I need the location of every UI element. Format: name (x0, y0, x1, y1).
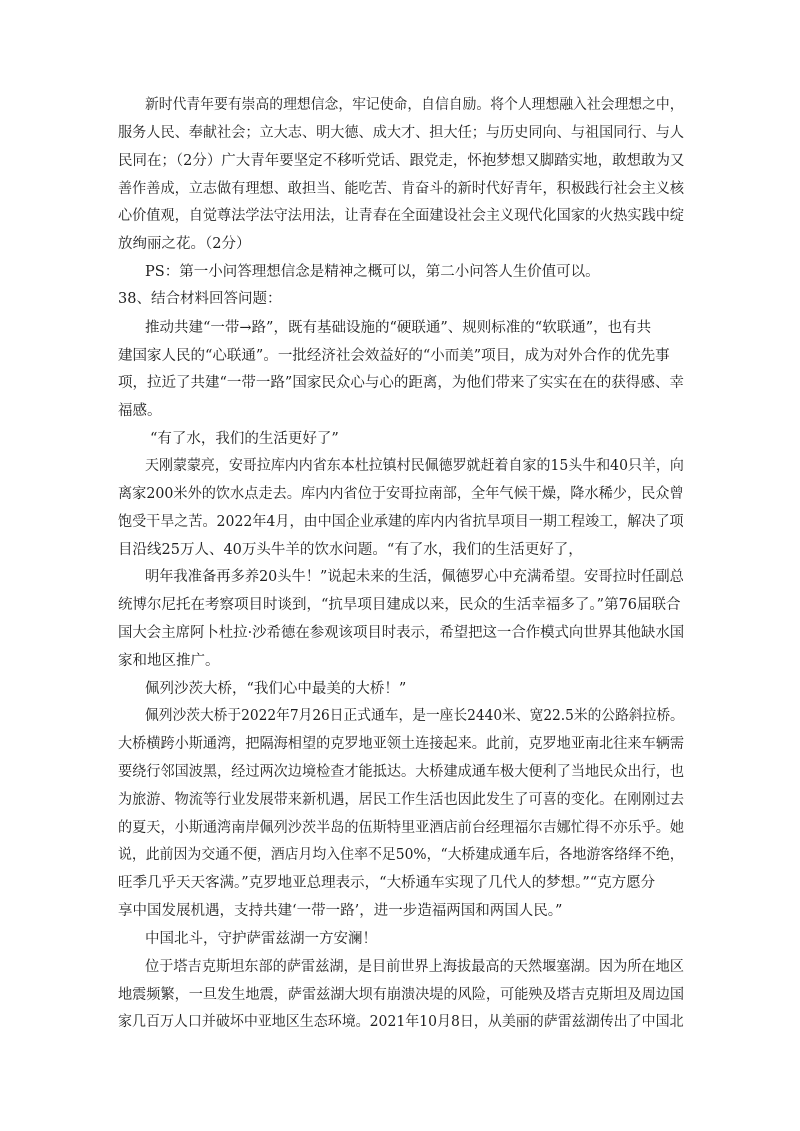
story-2-title: 佩列沙茨大桥，“我们心中最美的大桥！” (145, 681, 407, 697)
answer-line-5: 心价值观，自觉尊法学法守法用法，让青春在全面建设社会主义现代化国家的火热实践中绽 (118, 208, 685, 224)
story-1-line-7: 国大会主席阿卜杜拉·沙希德在参观该项目时表示，希望把这一合作模式向世界其他缺水国 (118, 625, 685, 641)
intro-line-2: 建国家人民的“心联通”。一批经济社会效益好的“小而美”项目，成为对外合作的优先事 (118, 348, 670, 364)
story-2-line-2: 大桥横跨小斯通湾，把隔海相望的克罗地亚领土连接起来。此前，克罗地亚南北往来车辆需 (118, 736, 685, 752)
story-3-line-2: 地震频繁，一旦发生地震，萨雷兹湖大坝有崩溃决堤的风险，可能殃及塔吉克斯坦及周边国 (118, 987, 685, 1003)
story-3-line-1: 位于塔吉克斯坦东部的萨雷兹湖，是目前世界上海拔最高的天然堰塞湖。因为所在地区 (145, 959, 684, 975)
story-2-line-5: 的夏天，小斯通湾南岸佩列沙茨半岛的伍斯特里亚酒店前台经理福尔吉娜忙得不亦乐乎。她 (118, 820, 685, 836)
story-2-line-1: 佩列沙茨大桥于2022年7月26日正式通车，是一座长2440米、宽22.5米的公路斜拉桥。 (145, 708, 684, 724)
story-1-line-4: 目沿线25万人、40万头牛羊的饮水问题。“有了水，我们的生活更好了， (118, 542, 583, 558)
intro-line-3: 项，拉近了共建“一带一路”国家民众心与心的距离，为他们带来了实实在在的获得感、幸 (118, 375, 684, 391)
story-1-line-8: 家和地区推广。 (118, 653, 220, 669)
intro-line-1: 推动共建“一带→路”，既有基础设施的“硬联通”、规则标准的“软联通”，也有共 (145, 320, 652, 336)
story-1-line-6: 统博尔尼托在考察项目时谈到，“抗旱项目建成以来，民众的生活幸福多了。”第76届联合 (118, 597, 681, 613)
answer-line-3: 民同在；（2分）广大青年要坚定不移听党话、跟党走，怀抱梦想又脚踏实地，敢想敢为又 (118, 153, 685, 169)
intro-line-4: 福感。 (118, 403, 162, 419)
story-2-line-6: 说，此前因为交通不便，酒店月均入住率不足50%，“大桥建成通车后，各地游客络绎不绝， (118, 847, 684, 863)
answer-line-1: 新时代青年要有崇高的理想信念，牢记使命，自信自励。将个人理想融入社会理想之中， (145, 97, 684, 113)
story-1-line-2: 离家200米外的饮水点走去。库内内省位于安哥拉南部，全年气候干燥，降水稀少，民众曾 (118, 486, 684, 502)
story-2-line-4: 为旅游、物流等行业发展带来新机遇，居民工作生活也因此发生了可喜的变化。在刚刚过去 (118, 792, 685, 808)
story-2-line-8: 享中国发展机遇，支持共建‘一带一路’，进一步造福两国和两国人民。” (118, 903, 563, 919)
ps-note: PS：第一小问答理想信念是精神之概可以，第二小问答人生价值可以。 (145, 264, 600, 280)
story-3-line-3: 家几百万人口并破坏中亚地区生态环境。2021年10月8日，从美丽的萨雷兹湖传出了中国北 (118, 1014, 684, 1030)
story-1-line-3: 饱受干旱之苦。2022年4月，由中国企业承建的库内内省抗旱项目一期工程竣工，解决了项 (118, 514, 684, 530)
question-38-heading: 38、结合材料回答问题： (118, 291, 282, 307)
story-1-line-5: 明年我准备再多养20头牛！”说起未来的生活，佩德罗心中充满希望。安哥拉时任副总 (145, 569, 684, 585)
story-2-line-3: 要绕行邻国波黑，经过两次边境检查才能抵达。大桥建成通车极大便利了当地民众出行，也 (118, 764, 685, 780)
story-1-title: “有了水，我们的生活更好了” (150, 431, 339, 447)
answer-line-4: 善作善成，立志做有理想、敢担当、能吃苦、肯奋斗的新时代好青年，积极践行社会主义核 (118, 181, 685, 197)
story-1-line-1: 天刚蒙蒙亮，安哥拉库内内省东本杜拉镇村民佩德罗就赶着自家的15头牛和40只羊，向 (145, 458, 684, 474)
story-3-title: 中国北斗，守护萨雷兹湖一方安澜！ (145, 931, 377, 947)
story-2-line-7: 旺季几乎天天客满。”克罗地亚总理表示，“大桥通车实现了几代人的梦想。”“克方愿分 (118, 875, 656, 891)
answer-line-6: 放绚丽之花。（2分） (118, 236, 251, 252)
answer-line-2: 服务人民、奉献社会；立大志、明大德、成大才、担大任；与历史同向、与祖国同行、与人 (118, 125, 685, 141)
